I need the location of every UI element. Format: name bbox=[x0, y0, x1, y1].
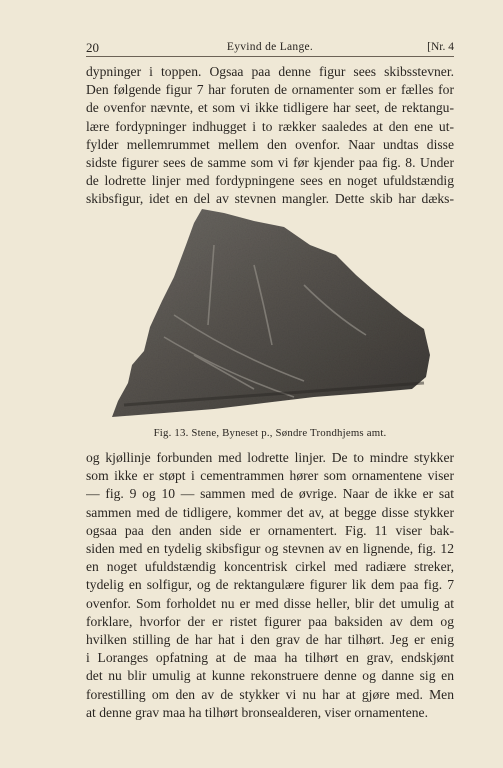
paragraph-top bbox=[86, 63, 454, 209]
text-line: sidste figurer sees de samme som vi før kjender paa fig. 8. Under bbox=[86, 155, 454, 171]
text-line: siden med en tydelig skibsfigur og stevnen av en lignende, fig. 12 bbox=[86, 541, 454, 557]
text-line: de lodrette linjer med fordypningene sees en noget ufuldstændig bbox=[86, 173, 454, 189]
figure-caption: Fig. 13. Stene, Byneset p., Søndre Trondhjems amt. bbox=[153, 427, 387, 439]
running-header bbox=[86, 38, 454, 57]
page-number: 20 bbox=[86, 40, 99, 55]
text-line: og kjøllinje forbunden med lodrette linjer. De to mindre stykker bbox=[86, 450, 454, 465]
text-line: som ikke er støpt i cementrammen hører som ornamentene viser bbox=[86, 468, 454, 484]
text-line: Den følgende figur 7 har foruten de ornamenter som er fælles for bbox=[86, 82, 454, 98]
stone-photograph bbox=[104, 205, 432, 421]
text-line: at denne grav maa ha tilhørt bronsealderen, viser ornamentene. bbox=[86, 704, 428, 720]
text-line: fylder mellemrummet mellem den ovenfor. Naar undtas disse bbox=[86, 136, 454, 152]
text-line: — fig. 9 og 10 — sammen med de øvrige. Naar de ikke er sat bbox=[86, 486, 454, 502]
text-line: i Loranges opfatning at de maa ha tilhørt en grav, endskjønt bbox=[86, 650, 454, 666]
issue-number: [Nr. 4 bbox=[427, 41, 454, 53]
text-line: hvilken stilling de har hat i den grav de har tilhørt. Jeg er enig bbox=[86, 632, 454, 648]
text-line: tydelig en solfigur, og de rektangulære figurer lik dem paa fig. 7 bbox=[86, 577, 454, 593]
text-line: skibsfigur, idet en del av stevnen mangler. Dette skib har dæks- bbox=[86, 191, 454, 207]
text-line: de ovenfor nævnte, et som vi ikke tidligere har seet, de rektangu- bbox=[86, 100, 454, 116]
text-line: det nu blir umulig at kunne rekonstruere denne og danne sig en bbox=[86, 668, 454, 684]
running-title: Eyvind de Lange. bbox=[226, 41, 314, 53]
text-line: en noget ufuldstændig koncentrisk cirkel med radiære streker, bbox=[86, 559, 454, 575]
text-line: dypninger i toppen. Ogsaa paa denne figur sees skibsstevner. bbox=[86, 64, 454, 79]
text-line: ovenfor. Som forholdet nu er med disse heller, blir det umulig at bbox=[86, 595, 454, 611]
text-line: forklare, hvorfor der er ristet figurer paa baksiden av dem og bbox=[86, 613, 454, 629]
text-line: lære fordypninger indhugget i to rækker saaledes at den ene ut- bbox=[86, 118, 454, 134]
text-line: sammen med de tidligere, kommer det av, at begge disse stykker bbox=[86, 504, 454, 520]
text-line: ogsaa paa den anden side er ornamentert. Fig. 11 viser bak- bbox=[86, 522, 454, 538]
paragraph-bottom bbox=[86, 449, 454, 722]
text-line: forestilling om den av de stykker vi nu har at gjøre med. Men bbox=[86, 686, 454, 702]
